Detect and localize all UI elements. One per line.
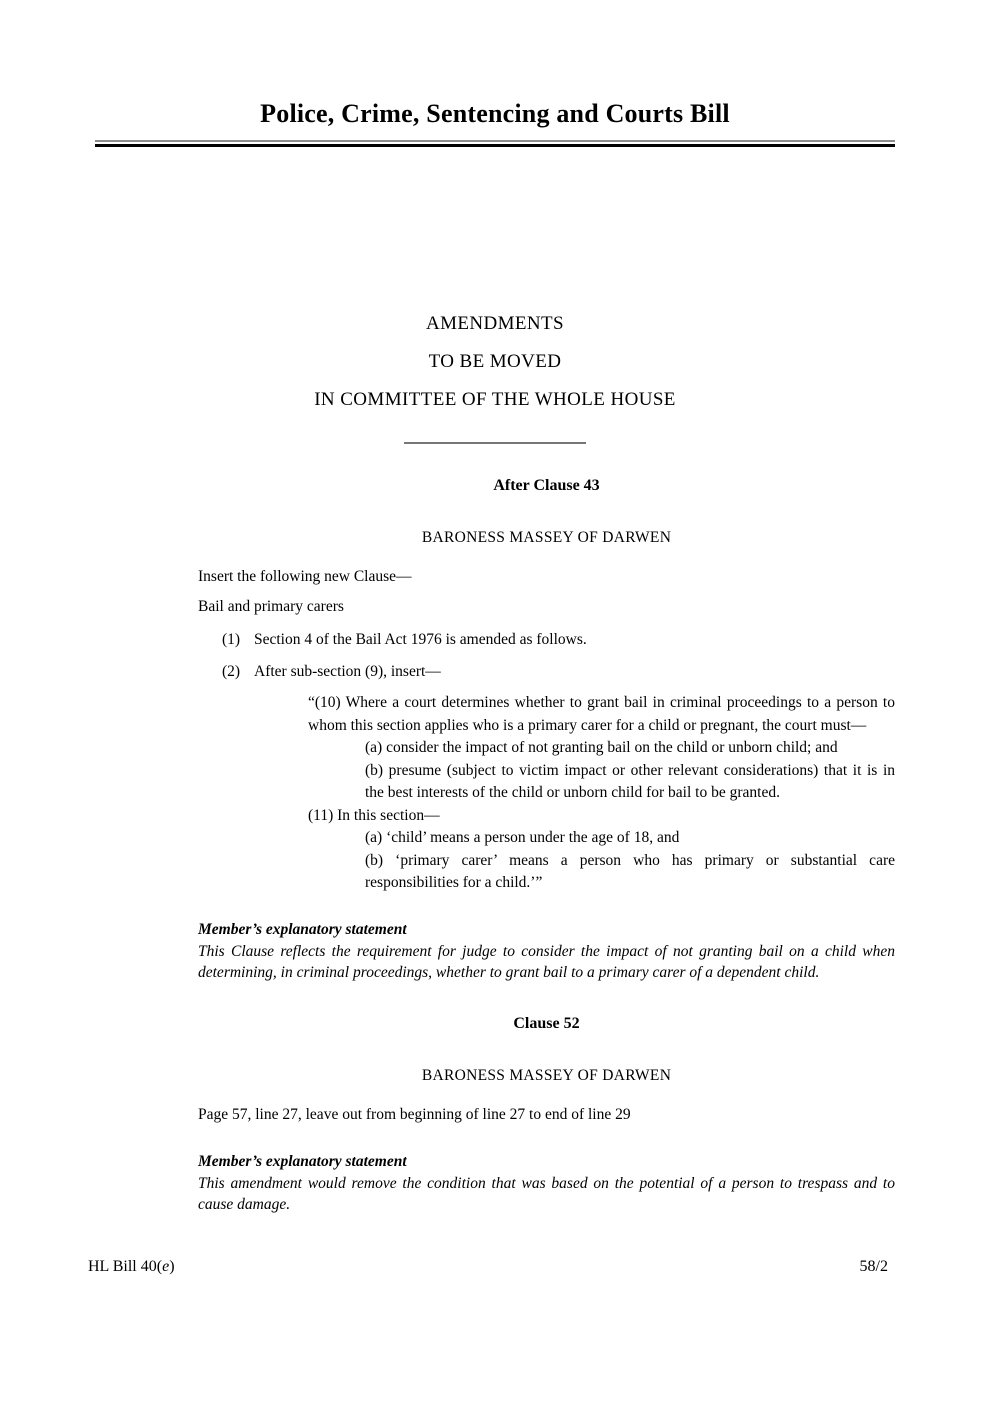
quoted-subsection-11: (11) In this section— (308, 806, 440, 824)
subsection-11-items (365, 827, 895, 895)
numbered-clause-list (198, 629, 895, 683)
footer-bill-suffix: ) (169, 1258, 175, 1275)
list-item (198, 629, 895, 652)
title-block (95, 100, 895, 147)
page-title: Police, Crime, Sentencing and Courts Bill (260, 99, 730, 128)
explanatory-statement-body: This Clause reflects the requirement for judge to consider the impact of not granting bail on a child when determining, in criminal proceedings, whether to grant bail to a primary carer of a dependent child. (198, 943, 895, 981)
explanatory-statement (198, 919, 895, 984)
subsection-10-items (365, 737, 895, 805)
member-name: BARONESS MASSEY OF DARWEN (421, 1066, 672, 1084)
clause-heading: After Clause 43 (493, 477, 600, 494)
page-footer (88, 1258, 888, 1276)
title-divider-thick (95, 144, 895, 147)
heading-to-be-moved: TO BE MOVED (428, 351, 562, 372)
insert-instruction: Insert the following new Clause— (198, 568, 412, 585)
section-after-clause-43 (198, 475, 895, 983)
heading-in-committee: IN COMMITTEE OF THE WHOLE HOUSE (314, 389, 676, 410)
sub-item-11-b: (b) ‘primary carer’ means a person who has primary or substantial care responsibilities for a child.’” (365, 851, 895, 891)
explanatory-statement-title: Member’s explanatory statement (198, 920, 407, 938)
list-item-text: After sub-section (9), insert— (254, 662, 441, 680)
clause-heading: Clause 52 (513, 1015, 580, 1032)
heading-group (95, 305, 895, 444)
list-item-text: Section 4 of the Bail Act 1976 is amended as follows. (254, 631, 587, 648)
explanatory-statement (198, 1151, 895, 1216)
section-clause-52 (198, 1013, 895, 1215)
sub-item-11-a: (a) ‘child’ means a person under the age of 18, and (365, 829, 680, 846)
footer-bill-italic: e (162, 1258, 170, 1275)
list-item-number: (1) (222, 631, 241, 648)
new-clause-title: Bail and primary carers (198, 597, 344, 615)
quoted-subsection-10: “(10) Where a court determines whether to grant bail in criminal proceedings to a person to whom this section applies who is a primary carer for a child or pregnant, the court must— (308, 694, 895, 734)
inserted-text-quote-block (308, 692, 895, 895)
footer-bill-prefix: HL Bill 40( (88, 1258, 163, 1275)
list-item (198, 661, 895, 684)
heading-amendments: AMENDMENTS (425, 313, 565, 334)
footer-bill-reference (88, 1258, 175, 1276)
member-name: BARONESS MASSEY OF DARWEN (421, 528, 672, 546)
explanatory-statement-title: Member’s explanatory statement (198, 1152, 407, 1170)
footer-page-number: 58/2 (859, 1258, 888, 1275)
sub-item-b: (b) presume (subject to victim impact or other relevant considerations) that it is in the best interests of the child or unborn child for bail to be granted. (365, 761, 895, 801)
explanatory-statement-body: This amendment would remove the condition that was based on the potential of a person to trespass and to cause damage. (198, 1175, 895, 1213)
heading-separator-rule (404, 442, 586, 444)
document-body (198, 475, 895, 1215)
title-divider (95, 140, 895, 147)
sub-item-a: (a) consider the impact of not granting bail on the child or unborn child; and (365, 739, 838, 756)
amendment-text: Page 57, line 27, leave out from beginning of line 27 to end of line 29 (198, 1106, 631, 1123)
list-item-number: (2) (222, 662, 241, 680)
